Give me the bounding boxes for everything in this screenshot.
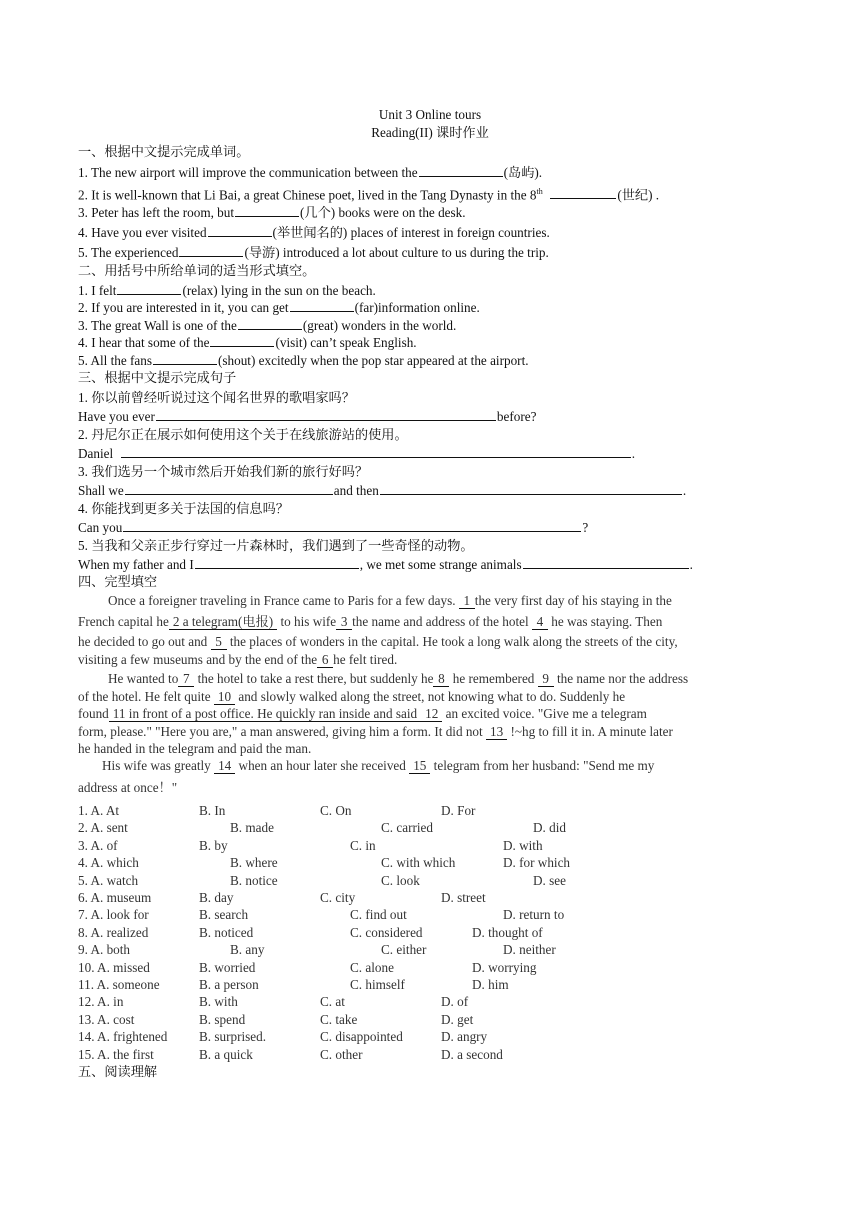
option-q7-d[interactable]: D. return to	[503, 907, 565, 923]
sec1-item-2-blank[interactable]	[550, 185, 616, 199]
sec1-item-3	[78, 203, 466, 221]
option-q2-b[interactable]: B. made	[230, 820, 274, 836]
option-q6-b[interactable]: B. day	[199, 890, 234, 905]
sec1-item-5-blank[interactable]	[179, 243, 243, 257]
option-q13-c[interactable]: C. take	[320, 1011, 358, 1027]
sec3-q5-blank-1[interactable]	[195, 555, 359, 569]
cloze-blank-7[interactable]: 7	[178, 672, 194, 687]
cloze-blank-3[interactable]: 3	[336, 615, 352, 630]
sec2-item-2-blank[interactable]	[290, 298, 354, 312]
sec1-item-1	[78, 163, 542, 181]
option-q5-c[interactable]: C. look	[381, 872, 420, 888]
option-q10-c[interactable]: C. alone	[350, 959, 394, 975]
option-q14-d[interactable]: D. angry	[441, 1029, 488, 1045]
option-q7-b[interactable]: B. search	[199, 907, 249, 923]
option-q6-c[interactable]: C. city	[320, 890, 356, 905]
option-q5-d[interactable]: D. see	[533, 872, 566, 888]
sec3-q2-text: Daniel	[78, 446, 114, 461]
sec3-q3	[78, 481, 686, 499]
sec3-q3-chinese: 3. 我们选另一个城市然后开始我们新的旅行好吗？	[78, 464, 369, 479]
sec3-q2-chinese: 2. 丹尼尔正在展示如何使用这个关于在线旅游站的使用。	[78, 427, 408, 442]
sec3-q1-end: before?	[496, 409, 537, 424]
cloze-blank-9[interactable]: 9	[538, 672, 554, 687]
cloze-blank-1[interactable]: 1	[459, 594, 475, 609]
sec2-item-3	[78, 316, 456, 334]
sec1-item-5	[78, 243, 549, 261]
sec1-item-5-text: 5. The experienced	[78, 245, 179, 260]
sec1-item-3-text: 3. Peter has left the room, but	[78, 205, 235, 220]
sec2-item-5-text: 5. All the fans	[78, 353, 152, 368]
option-q8-d[interactable]: D. thought of	[472, 924, 543, 940]
sec3-q1-text: Have you ever	[78, 409, 155, 424]
option-q12-a[interactable]: 12. A. in	[78, 994, 124, 1010]
option-q7-c[interactable]: C. find out	[350, 907, 407, 923]
section-4-heading: 四、完型填空	[78, 574, 158, 589]
option-q11-a[interactable]: 11. A. someone	[78, 977, 160, 992]
option-q11-c[interactable]: C. himself	[350, 977, 405, 992]
sec3-q5-blank-2[interactable]	[523, 555, 689, 569]
option-q13-d[interactable]: D. get	[441, 1011, 474, 1027]
option-q14-b[interactable]: B. surprised.	[199, 1029, 267, 1045]
sec3-q5-end: .	[689, 557, 693, 572]
sec3-q4-end: ?	[582, 520, 589, 535]
sec2-item-4-hint: (visit) can’t speak English.	[275, 335, 417, 350]
option-q4-c[interactable]: C. with which	[381, 855, 456, 871]
sec3-q2-blank[interactable]	[121, 444, 631, 458]
option-q3-d[interactable]: D. with	[503, 837, 543, 853]
option-q9-a[interactable]: 9. A. both	[78, 942, 131, 958]
sec3-q3-mid: and then	[333, 483, 379, 498]
option-q1-a[interactable]: 1. A. At	[78, 803, 120, 818]
sec2-item-4-text: 4. I hear that some of the	[78, 335, 210, 350]
option-q6-a[interactable]: 6. A. museum	[78, 890, 152, 905]
option-q8-c[interactable]: C. considered	[350, 924, 423, 940]
cloze-blank-4[interactable]: 4	[532, 615, 548, 630]
cloze-paragraph-1: Once a foreigner traveling in France came to Paris for a few days. 1 the very first day of his staying in the French capital he 2 a telegram(电报) to his wife 3 the name and address of the hotel 4 he was staying. Then he decided to go out and 5 the places of wonders in the capital. He took a long walk along the streets of the city, visiting a few museums and by the end of the 6 he felt tired.	[78, 593, 678, 667]
cloze-blank-11[interactable]: 11 in front of a post office. He quickly ran inside and said	[109, 707, 421, 722]
sec2-item-5	[78, 351, 529, 369]
section-5-heading: 五、阅读理解	[78, 1064, 158, 1079]
option-q12-d[interactable]: D. of	[441, 994, 469, 1010]
option-q2-c[interactable]: C. carried	[381, 820, 433, 836]
option-q4-d[interactable]: D. for which	[503, 855, 571, 871]
cloze-paragraph-3: His wife was greatly 14 when an hour later she received 15 telegram from her husband: "Send me my address at once！"	[78, 758, 655, 795]
sec3-q5-chinese: 5. 当我和父亲正步行穿过一片森林时，我们遇到了一些奇怪的动物。	[78, 538, 474, 553]
option-q10-a[interactable]: 10. A. missed	[78, 959, 150, 975]
sec2-item-3-hint: (great) wonders in the world.	[302, 318, 457, 333]
section-1-heading: 一、根据中文提示完成单词。	[78, 144, 250, 159]
sec1-item-2-hint: (世纪) .	[617, 187, 660, 203]
option-q5-b[interactable]: B. notice	[230, 872, 278, 888]
sec3-q1-blank[interactable]	[156, 407, 496, 421]
option-q14-c[interactable]: C. disappointed	[320, 1029, 403, 1045]
option-q9-d[interactable]: D. neither	[503, 942, 556, 958]
sec3-q4-chinese: 4. 你能找到更多关于法国的信息吗？	[78, 501, 289, 516]
option-q3-b[interactable]: B. by	[199, 837, 228, 853]
sec3-q4-blank[interactable]	[123, 518, 581, 532]
sec3-q3-blank-1[interactable]	[125, 481, 333, 495]
option-q2-a[interactable]: 2. A. sent	[78, 820, 128, 836]
cloze-paragraph-2: He wanted to 7 the hotel to take a rest there, but suddenly he 8 he remembered 9 the name nor the address of the hotel. He felt quite 10 and slowly walked along the street, not knowing what to do. Suddenly he found 11 in front of a post office. He quickly ran inside and said 12 an excited voice. "Give me a telegram form, please." "Here you are," a man answered, giving him a form. It did not 13 !~hg to fill it in. A minute later he handed in the telegram and paid the man.	[78, 671, 689, 757]
sec1-item-4-hint: (举世闻名的) places of interest in foreign countries.	[272, 225, 550, 240]
option-q12-b[interactable]: B. with	[199, 994, 238, 1010]
sec3-q3-blank-2[interactable]	[380, 481, 682, 495]
option-q15-a[interactable]: 15. A. the first	[78, 1046, 154, 1062]
sec3-q4	[78, 518, 588, 536]
option-q15-d[interactable]: D. a second	[441, 1046, 503, 1062]
sec1-item-2-text: 2. It is well-known that Li Bai, a great Chinese poet, lived in the Tang Dynasty in the 8	[78, 187, 537, 203]
sec1-item-4-blank[interactable]	[208, 223, 272, 237]
option-q10-b[interactable]: B. worried	[199, 959, 256, 975]
doc-subtitle: Reading(II) 课时作业	[371, 125, 489, 140]
cloze-blank-12[interactable]: 12	[421, 707, 442, 722]
sec2-item-1	[78, 281, 376, 299]
option-q3-a[interactable]: 3. A. of	[78, 837, 118, 853]
option-q4-a[interactable]: 4. A. which	[78, 855, 139, 871]
option-q8-a[interactable]: 8. A. realized	[78, 924, 149, 940]
sec1-item-3-blank[interactable]	[235, 203, 299, 217]
option-q8-b[interactable]: B. noticed	[199, 924, 254, 940]
option-q1-b[interactable]: B. In	[199, 803, 226, 818]
option-q12-c[interactable]: C. at	[320, 994, 345, 1010]
option-q3-c[interactable]: C. in	[350, 837, 376, 853]
option-q11-b[interactable]: B. a person	[199, 977, 259, 992]
option-q7-a[interactable]: 7. A. look for	[78, 907, 149, 923]
cloze-blank-8[interactable]: 8	[433, 672, 449, 687]
option-q5-a[interactable]: 5. A. watch	[78, 872, 139, 888]
sec2-item-3-text: 3. The great Wall is one of the	[78, 318, 237, 333]
cloze-blank-10[interactable]: 10	[214, 690, 235, 705]
sec2-item-1-hint: (relax) lying in the sun on the beach.	[182, 283, 376, 298]
option-q4-b[interactable]: B. where	[230, 855, 278, 871]
option-q9-b[interactable]: B. any	[230, 942, 265, 958]
option-q2-d[interactable]: D. did	[533, 820, 566, 836]
sec3-q5-text: When my father and I	[78, 557, 194, 572]
sec1-item-1-blank[interactable]	[419, 163, 503, 177]
sec3-q5	[78, 555, 693, 573]
sec2-item-3-blank[interactable]	[238, 316, 302, 330]
sec3-q4-text: Can you	[78, 520, 123, 535]
option-q1-d[interactable]: D. For	[441, 803, 476, 818]
sec1-item-4	[78, 223, 550, 241]
sec1-item-2	[78, 183, 659, 203]
sec3-q1-chinese: 1. 你以前曾经听说过这个闻名世界的歌唱家吗？	[78, 390, 355, 405]
sec2-item-2-hint: (far)information online.	[354, 300, 480, 315]
option-q1-c[interactable]: C. On	[320, 803, 352, 818]
sec3-q5-mid: , we met some strange animals	[359, 557, 522, 572]
cloze-blank-14[interactable]: 14	[214, 759, 235, 774]
sec1-item-4-text: 4. Have you ever visited	[78, 225, 207, 240]
sec2-item-5-blank[interactable]	[153, 351, 217, 365]
sec2-item-4	[78, 333, 417, 351]
sec3-q2	[78, 444, 635, 462]
option-q14-a[interactable]: 14. A. frightened	[78, 1029, 168, 1045]
sec2-item-4-blank[interactable]	[210, 333, 274, 347]
sec1-item-5-hint: (导游) introduced a lot about culture to us during the trip.	[244, 245, 549, 260]
sec2-item-1-text: 1. I felt	[78, 283, 117, 298]
option-q10-d[interactable]: D. worrying	[472, 959, 537, 975]
sec1-item-2-sup: th	[536, 187, 543, 196]
option-q15-b[interactable]: B. a quick	[199, 1046, 253, 1062]
cloze-blank-2[interactable]: 2 a telegram(电报)	[169, 615, 277, 630]
sec3-q3-end: .	[682, 483, 687, 498]
sec1-item-1-hint: (岛屿).	[503, 165, 543, 180]
cloze-blank-15[interactable]: 15	[409, 759, 430, 774]
option-q6-d[interactable]: D. street	[441, 890, 486, 905]
section-3-heading: 三、根据中文提示完成句子	[78, 370, 237, 385]
sec3-q1	[78, 407, 536, 425]
option-q11-d[interactable]: D. him	[472, 977, 509, 992]
sec3-q3-text: Shall we	[78, 483, 124, 498]
sec2-item-2	[78, 298, 480, 316]
cloze-blank-6[interactable]: 6	[317, 653, 333, 668]
doc-title: Unit 3 Online tours	[378, 107, 482, 122]
sec2-item-1-blank[interactable]	[117, 281, 181, 295]
option-q13-b[interactable]: B. spend	[199, 1011, 246, 1027]
cloze-blank-5[interactable]: 5	[211, 635, 227, 650]
sec2-item-2-text: 2. If you are interested in it, you can get	[78, 300, 289, 315]
option-q13-a[interactable]: 13. A. cost	[78, 1011, 135, 1027]
option-q9-c[interactable]: C. either	[381, 942, 427, 958]
cloze-blank-13[interactable]: 13	[486, 725, 507, 740]
sec1-item-1-text: 1. The new airport will improve the communication between the	[78, 165, 418, 180]
sec3-q2-end: .	[631, 446, 636, 461]
option-q15-c[interactable]: C. other	[320, 1046, 363, 1062]
section-2-heading: 二、用括号中所给单词的适当形式填空。	[78, 263, 316, 278]
sec1-item-3-hint: (几个) books were on the desk.	[300, 205, 466, 220]
sec2-item-5-hint: (shout) excitedly when the pop star appeared at the airport.	[218, 353, 529, 368]
